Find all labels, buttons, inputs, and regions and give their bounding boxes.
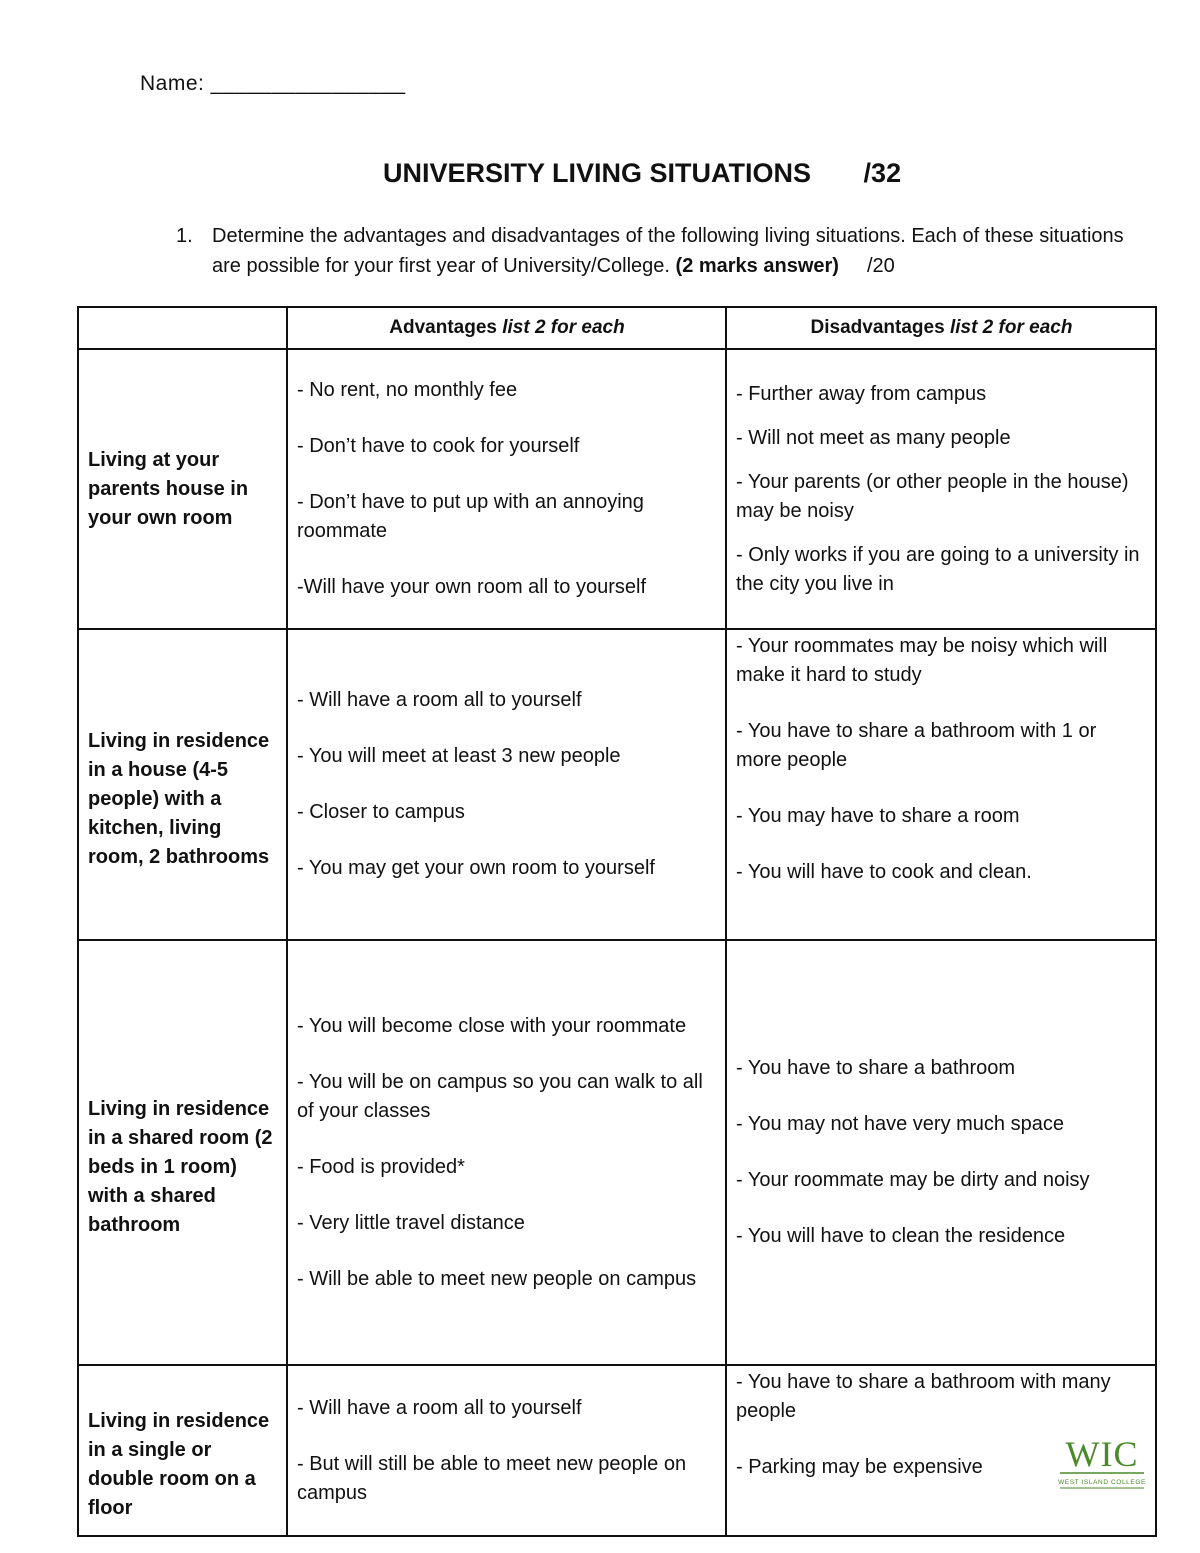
list-item: - Will have a room all to yourself (297, 1396, 582, 1419)
header-advantages: Advantages list 2 for each (287, 307, 726, 349)
list-item: - But will still be able to meet new people on campus (297, 1452, 687, 1504)
question-number: 1. (176, 225, 193, 247)
header-blank (78, 307, 287, 349)
list-item: - Will not meet as many people (736, 426, 1011, 449)
header-disadvantages: Disadvantages list 2 for each (726, 307, 1156, 349)
list-item: - Don’t have to cook for yourself (297, 435, 580, 457)
advantages-cell (287, 349, 726, 629)
list-item: - You have to share a bathroom with many people (736, 1371, 1111, 1422)
list-item: -Will have your own room all to yourself (297, 576, 647, 598)
list-item: - You will have to clean the residence (736, 1225, 1066, 1247)
list-item: - You may not have very much space (736, 1113, 1064, 1135)
disadvantages-cell (726, 629, 1156, 940)
table-row (78, 629, 1156, 940)
question-total: /20 (866, 255, 895, 277)
header-disadvantages-note: list 2 for each (949, 317, 1073, 338)
situation-cell: Living in residence in a single or double room on a floor (78, 1365, 287, 1536)
list-item: - Your roommate may be dirty and noisy (736, 1169, 1090, 1191)
list-item: - Will be able to meet new people on campus (297, 1267, 697, 1290)
list-item: - Closer to campus (297, 801, 465, 823)
list-item: - You may get your own room to yourself (297, 857, 655, 879)
logo-tagline: WEST ISLAND COLLEGE (1058, 1479, 1146, 1486)
page-title: UNIVERSITY LIVING SITUATIONS /32 (383, 158, 902, 188)
list-item: - Only works if you are going to a university in the city you live in (736, 543, 1140, 595)
table-row (78, 349, 1156, 629)
disadvantages-cell (726, 940, 1156, 1365)
list-item: - You may have to share a room (736, 805, 1020, 827)
list-item: - You have to share a bathroom (736, 1057, 1016, 1079)
list-item: - Very little travel distance (297, 1211, 525, 1234)
list-item: - Further away from campus (736, 382, 987, 405)
advantages-cell (287, 940, 726, 1365)
header-advantages-note: list 2 for each (502, 317, 625, 338)
question-marks: (2 marks answer) (675, 255, 839, 277)
table-row (78, 940, 1156, 1365)
list-item: - Don’t have to put up with an annoying roommate (297, 491, 644, 542)
list-item: - You will meet at least 3 new people (297, 745, 621, 767)
name-field: Name: ________________ (140, 72, 406, 95)
table-header-row (78, 307, 1156, 349)
list-item: - You will be on campus so you can walk to all of your classes (297, 1070, 703, 1122)
list-item: - Parking may be expensive (736, 1456, 983, 1478)
disadvantages-cell (726, 349, 1156, 629)
advantages-cell (287, 629, 726, 940)
list-item: - No rent, no monthly fee (297, 379, 518, 401)
logo-text: WIC (1065, 1434, 1139, 1474)
question-1 (176, 221, 1136, 281)
question-prompt: Determine the advantages and disadvantages of the following living situations. Each of these situations are possible for your first year of University/College. (212, 225, 1124, 277)
table-row (78, 1365, 1156, 1536)
list-item: - Food is provided* (297, 1155, 465, 1178)
situation-cell: Living in residence in a shared room (2 beds in 1 room) with a shared bathroom (78, 940, 287, 1365)
list-item: - Your parents (or other people in the house) may be noisy (736, 470, 1129, 522)
list-item: - You will become close with your roommate (297, 1014, 687, 1037)
list-item: - You have to share a bathroom with 1 or more people (736, 720, 1097, 771)
advantages-cell (287, 1365, 726, 1536)
situation-cell: Living in residence in a house (4-5 people) with a kitchen, living room, 2 bathrooms (78, 629, 287, 940)
list-item: - Will have a room all to yourself (297, 689, 582, 711)
question-text (212, 221, 1136, 281)
list-item: - You will have to cook and clean. (736, 861, 1032, 883)
situation-cell: Living at your parents house in your own room (78, 349, 287, 629)
living-situations-table (77, 306, 1157, 1537)
list-item: - Your roommates may be noisy which will make it hard to study (736, 635, 1108, 686)
wic-logo (1056, 1432, 1148, 1492)
